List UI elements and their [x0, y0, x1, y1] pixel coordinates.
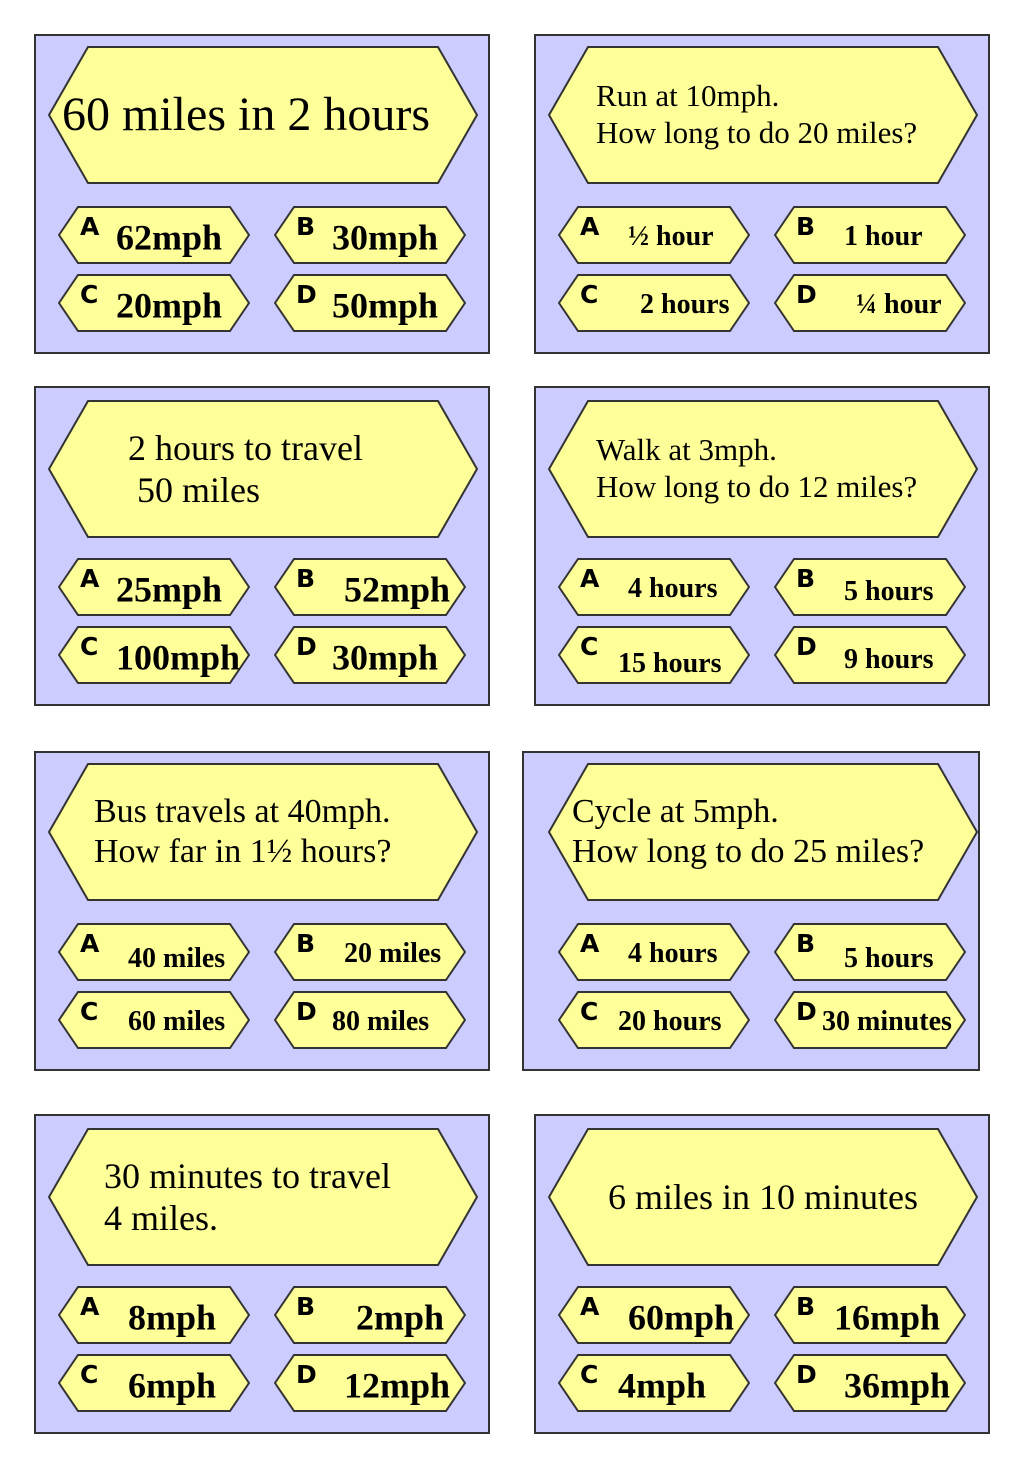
- question-line: How long to do 12 miles?: [596, 469, 918, 504]
- quiz-card-6: [522, 751, 980, 1071]
- option-answer: 30mph: [332, 637, 439, 678]
- quiz-card-7: [34, 1114, 490, 1434]
- option-answer: 20 miles: [344, 937, 442, 969]
- option-d[interactable]: [774, 274, 966, 332]
- option-answer: 9 hours: [844, 644, 934, 676]
- option-letter: A: [580, 564, 600, 593]
- question-hexagon: [48, 400, 478, 538]
- quiz-card-8: [534, 1114, 990, 1434]
- option-letter: C: [580, 997, 599, 1026]
- option-b[interactable]: [274, 923, 466, 981]
- option-answer: 40 miles: [128, 942, 226, 974]
- option-letter: C: [580, 280, 599, 309]
- option-a[interactable]: [558, 558, 750, 616]
- option-letter: A: [580, 212, 600, 241]
- option-a[interactable]: [558, 1286, 750, 1344]
- option-letter: A: [80, 564, 100, 593]
- option-answer: 2mph: [356, 1297, 445, 1338]
- option-b[interactable]: [774, 558, 966, 616]
- option-answer: 60 miles: [128, 1005, 226, 1037]
- question-hexagon: [48, 1128, 478, 1266]
- option-answer: 62mph: [116, 217, 223, 258]
- option-letter: B: [296, 212, 316, 241]
- option-letter: D: [796, 1360, 817, 1389]
- option-letter: D: [796, 997, 817, 1026]
- option-answer: 4 hours: [628, 937, 718, 969]
- quiz-card-1: [34, 34, 490, 354]
- option-b[interactable]: [274, 1286, 466, 1344]
- question-hexagon: [548, 763, 978, 901]
- option-letter: A: [80, 212, 100, 241]
- option-d[interactable]: [274, 626, 466, 684]
- option-answer: 4 hours: [628, 572, 718, 604]
- option-letter: B: [796, 1292, 816, 1321]
- option-letter: D: [296, 997, 317, 1026]
- option-a[interactable]: [58, 1286, 250, 1344]
- option-letter: A: [80, 929, 100, 958]
- option-answer: 2 hours: [640, 288, 730, 320]
- option-answer: 100mph: [116, 637, 241, 678]
- option-c[interactable]: [58, 1354, 250, 1412]
- option-a[interactable]: [58, 923, 250, 981]
- question-hexagon: [548, 1128, 978, 1266]
- option-answer: 50mph: [332, 285, 439, 326]
- option-answer: ¼ hour: [856, 288, 942, 320]
- quiz-card-4: [534, 386, 990, 706]
- question-line: Bus travels at 40mph.: [94, 792, 391, 830]
- option-c[interactable]: [58, 991, 250, 1049]
- option-letter: D: [296, 632, 317, 661]
- option-b[interactable]: [274, 558, 466, 616]
- option-letter: B: [796, 212, 816, 241]
- question-line: Cycle at 5mph.: [572, 792, 779, 830]
- option-letter: B: [296, 1292, 316, 1321]
- option-letter: C: [80, 997, 99, 1026]
- option-letter: A: [580, 1292, 600, 1321]
- option-d[interactable]: [774, 991, 966, 1049]
- option-answer: 4mph: [618, 1365, 707, 1406]
- option-letter: A: [80, 1292, 100, 1321]
- option-d[interactable]: [274, 274, 466, 332]
- option-letter: B: [296, 564, 316, 593]
- question-line: How long to do 20 miles?: [596, 115, 918, 150]
- option-answer: 8mph: [128, 1297, 217, 1338]
- quiz-card-2: [534, 34, 990, 354]
- option-answer: ½ hour: [628, 220, 714, 252]
- option-answer: 16mph: [834, 1297, 941, 1338]
- option-letter: A: [580, 929, 600, 958]
- option-c[interactable]: [58, 274, 250, 332]
- option-answer: 30 minutes: [822, 1005, 952, 1037]
- option-d[interactable]: [274, 991, 466, 1049]
- question-line: 50 miles: [128, 470, 260, 510]
- option-answer: 15 hours: [618, 647, 722, 679]
- option-answer: 5 hours: [844, 942, 934, 974]
- option-letter: D: [796, 632, 817, 661]
- option-answer: 20 hours: [618, 1005, 722, 1037]
- option-answer: 6mph: [128, 1365, 217, 1406]
- option-b[interactable]: [274, 206, 466, 264]
- option-answer: 12mph: [344, 1365, 451, 1406]
- question-hexagon: [48, 763, 478, 901]
- question-line: 30 minutes to travel: [104, 1155, 391, 1196]
- option-letter: D: [296, 280, 317, 309]
- option-answer: 30mph: [332, 217, 439, 258]
- option-letter: B: [796, 929, 816, 958]
- option-letter: C: [80, 632, 99, 661]
- question-line: Walk at 3mph.: [596, 432, 777, 468]
- question-line: 4 miles.: [104, 1198, 218, 1238]
- option-letter: D: [296, 1360, 317, 1389]
- option-answer: 1 hour: [844, 220, 923, 252]
- option-c[interactable]: [558, 1354, 750, 1412]
- option-a[interactable]: [58, 206, 250, 264]
- option-a[interactable]: [58, 558, 250, 616]
- option-b[interactable]: [774, 1286, 966, 1344]
- question-line: 2 hours to travel: [128, 427, 363, 468]
- option-letter: D: [796, 280, 817, 309]
- question-line: Run at 10mph.: [596, 78, 780, 114]
- option-d[interactable]: [274, 1354, 466, 1412]
- option-letter: C: [580, 1360, 599, 1389]
- option-b[interactable]: [774, 923, 966, 981]
- quiz-card-5: [34, 751, 490, 1071]
- option-answer: 60mph: [628, 1297, 735, 1338]
- option-letter: B: [296, 929, 316, 958]
- option-c[interactable]: [558, 626, 750, 684]
- question-line: 6 miles in 10 minutes: [608, 1176, 918, 1217]
- option-a[interactable]: [558, 206, 750, 264]
- option-d[interactable]: [774, 1354, 966, 1412]
- option-answer: 20mph: [116, 285, 223, 326]
- question-line: How long to do 25 miles?: [572, 833, 925, 870]
- option-a[interactable]: [558, 923, 750, 981]
- question-hexagon: [548, 46, 978, 184]
- question-hexagon: [48, 46, 478, 184]
- option-c[interactable]: [558, 274, 750, 332]
- option-answer: 52mph: [344, 569, 451, 610]
- question-line: How far in 1½ hours?: [94, 833, 392, 870]
- quiz-card-3: [34, 386, 490, 706]
- option-answer: 5 hours: [844, 576, 934, 608]
- question-line: 60 miles in 2 hours: [62, 87, 430, 141]
- question-hexagon: [548, 400, 978, 538]
- option-letter: C: [80, 280, 99, 309]
- option-letter: B: [796, 564, 816, 593]
- option-answer: 36mph: [844, 1365, 951, 1406]
- option-b[interactable]: [774, 206, 966, 264]
- option-letter: C: [80, 1360, 99, 1389]
- option-answer: 25mph: [116, 569, 223, 610]
- option-letter: C: [580, 632, 599, 661]
- option-c[interactable]: [58, 626, 250, 684]
- option-answer: 80 miles: [332, 1005, 430, 1037]
- option-d[interactable]: [774, 626, 966, 684]
- option-c[interactable]: [558, 991, 750, 1049]
